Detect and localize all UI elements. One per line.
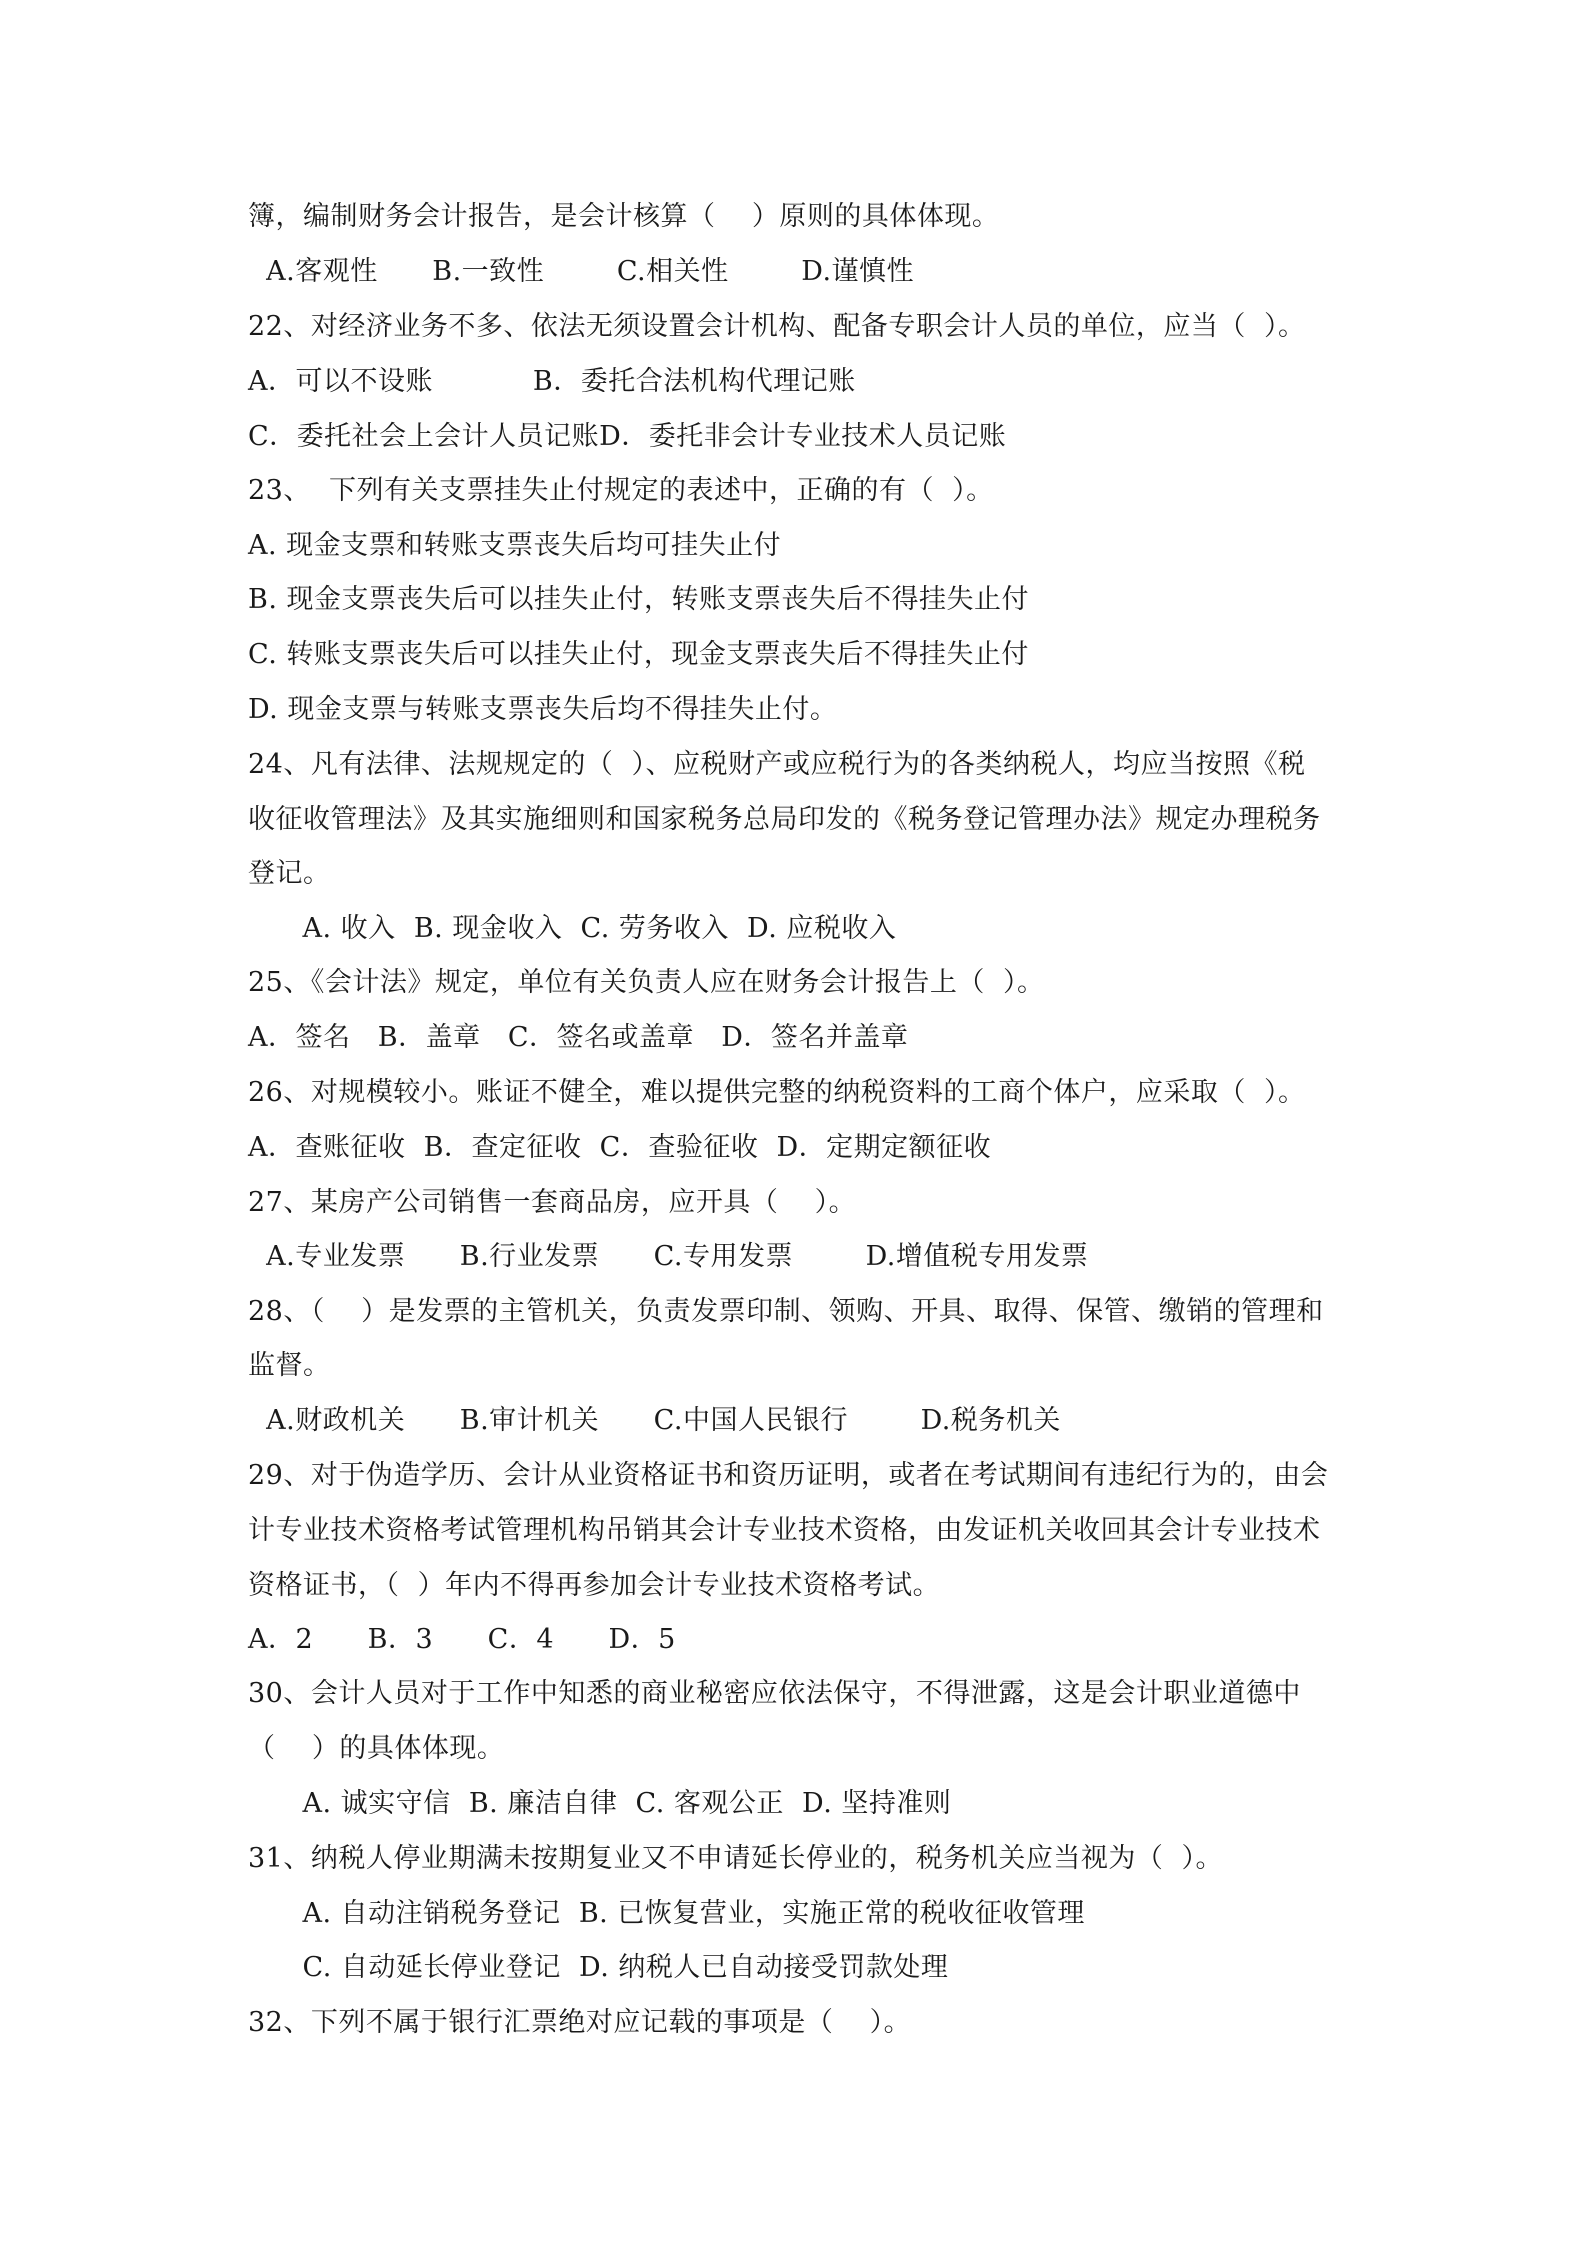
text-line: A.财政机关 B.审计机关 C.中国人民银行 D.税务机关 [248,1405,1061,1436]
text-line: 资格证书，（ ）年内不得再参加会计专业技术资格考试。 [248,1570,941,1601]
text-line: 27、某房产公司销售一套商品房，应开具（ ）。 [248,1187,857,1218]
text-line: 24、凡有法律、法规规定的（ ）、应税财产或应税行为的各类纳税人，均应当按照《税 [248,749,1306,780]
text-line: 32、下列不属于银行汇票绝对应记载的事项是（ ）。 [248,2007,912,2038]
text-line: A. 现金支票和转账支票丧失后均可挂失止付 [248,530,782,561]
text-line: 30、会计人员对于工作中知悉的商业秘密应依法保守，不得泄露，这是会计职业道德中 [248,1678,1301,1709]
text-line: A．可以不设账 B．委托合法机构代理记账 [248,366,856,397]
text-line: A．2 B．3 C．4 D．5 [248,1624,676,1655]
text-line: 计专业技术资格考试管理机构吊销其会计专业技术资格，由发证机关收回其会计专业技术 [248,1515,1321,1546]
text-line: A.专业发票 B.行业发票 C.专用发票 D.增值税专用发票 [248,1241,1089,1272]
text-line: 29、对于伪造学历、会计从业资格证书和资历证明，或者在考试期间有违纪行为的，由会 [248,1460,1329,1491]
text-line: 23、 下列有关支票挂失止付规定的表述中，正确的有（ ）。 [248,475,994,506]
text-line: C．委托社会上会计人员记账D．委托非会计专业技术人员记账 [248,421,1007,452]
text-line: 收征收管理法》及其实施细则和国家税务总局印发的《税务登记管理办法》规定办理税务 [248,804,1321,835]
text-line: A. 自动注销税务登记 B. 已恢复营业，实施正常的税收征收管理 [248,1898,1085,1929]
text-line: A.客观性 B.一致性 C.相关性 D.谨慎性 [248,256,915,287]
text-line: 25、《会计法》规定，单位有关负责人应在财务会计报告上（ ）。 [248,967,1045,998]
text-line: 登记。 [248,858,331,889]
text-line: （ ）的具体体现。 [248,1733,505,1764]
text-line: A. 诚实守信 B. 廉洁自律 C. 客观公正 D. 坚持准则 [248,1788,952,1819]
text-line: 31、纳税人停业期满未按期复业又不申请延长停业的，税务机关应当视为（ ）。 [248,1843,1224,1874]
text-line: B. 现金支票丧失后可以挂失止付，转账支票丧失后不得挂失止付 [248,584,1030,615]
text-line: D. 现金支票与转账支票丧失后均不得挂失止付。 [248,694,838,725]
text-line: A. 收入 B. 现金收入 C. 劳务收入 D. 应税收入 [248,913,897,944]
text-line: A．查账征收 B．查定征收 C．查验征收 D．定期定额征收 [248,1132,992,1163]
text-line: 监督。 [248,1350,331,1381]
text-line: 簿，编制财务会计报告，是会计核算（ ）原则的具体体现。 [248,201,1000,232]
text-line: A．签名 B．盖章 C．签名或盖章 D．签名并盖章 [248,1022,909,1053]
text-line: 28、（ ）是发票的主管机关，负责发票印制、领购、开具、取得、保管、缴销的管理和 [248,1296,1324,1327]
text-line: C. 转账支票丧失后可以挂失止付，现金支票丧失后不得挂失止付 [248,639,1029,670]
text-line: C. 自动延长停业登记 D. 纳税人已自动接受罚款处理 [248,1952,949,1983]
text-line: 26、对规模较小。账证不健全，难以提供完整的纳税资料的工商个体户，应采取（ ）。 [248,1077,1306,1108]
text-line: 22、对经济业务不多、依法无须设置会计机构、配备专职会计人员的单位，应当（ ）。 [248,311,1306,342]
